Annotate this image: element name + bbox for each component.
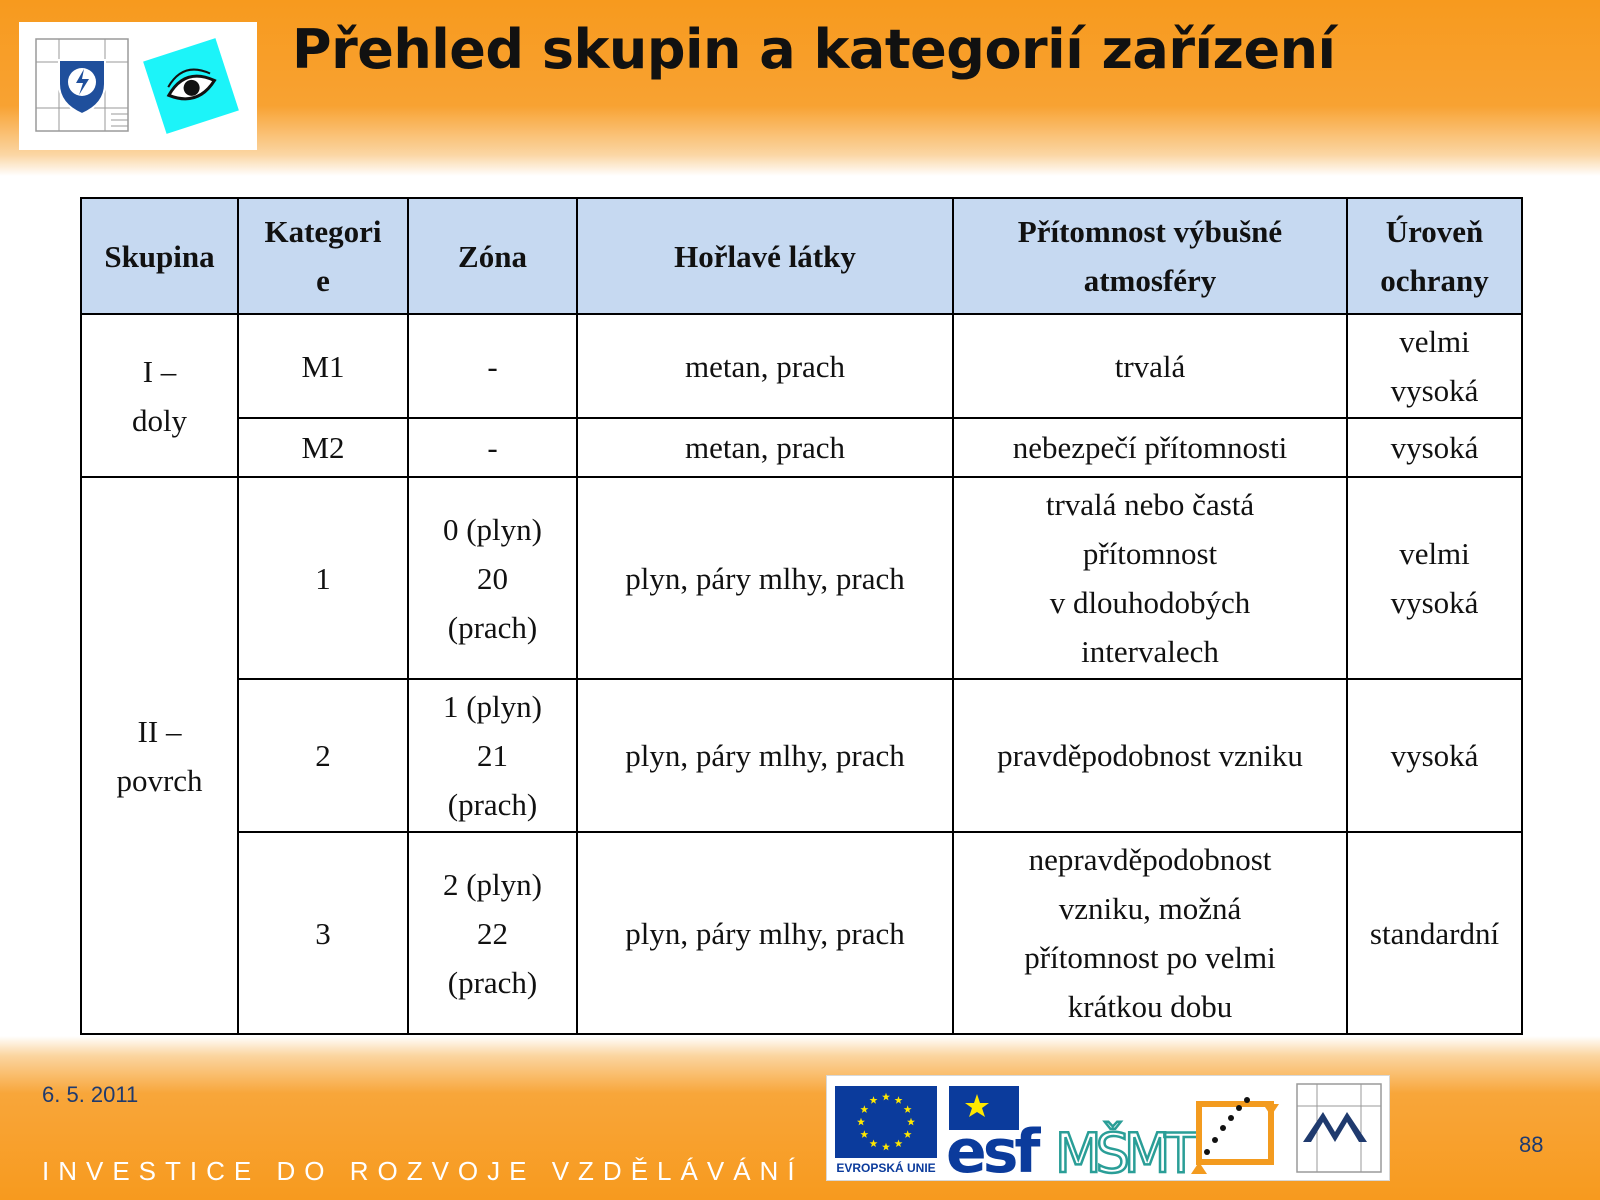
column-header-presence-text: Přítomnost výbušné atmosféry bbox=[1017, 214, 1283, 298]
column-header-substances bbox=[577, 198, 953, 314]
eu-flag-icon bbox=[835, 1086, 937, 1175]
column-header-category-text: Kategori e bbox=[264, 214, 382, 298]
footer-date: 6. 5. 2011 bbox=[42, 1082, 139, 1107]
substances-cell bbox=[577, 832, 953, 1034]
partner-logos bbox=[826, 1075, 1390, 1181]
substances-value: metan, prach bbox=[684, 348, 846, 384]
presence-value: pravděpodobnost vzniku bbox=[997, 738, 1303, 773]
substances-cell bbox=[577, 477, 953, 679]
protection-cell bbox=[1347, 832, 1522, 1034]
zone-value: - bbox=[487, 348, 498, 384]
zone-value: - bbox=[487, 430, 498, 465]
category-value: M2 bbox=[301, 430, 345, 465]
category-value: M1 bbox=[301, 348, 345, 384]
page-number: 88 bbox=[1519, 1132, 1544, 1157]
faculty-logo bbox=[1297, 1084, 1381, 1172]
column-header-category bbox=[238, 198, 408, 314]
substances-value: plyn, páry mlhy, prach bbox=[625, 738, 905, 773]
substances-cell bbox=[577, 314, 953, 418]
protection-value: vysoká bbox=[1390, 430, 1479, 465]
zone-cell bbox=[408, 679, 577, 832]
esf-logo bbox=[946, 1086, 1041, 1180]
protection-cell bbox=[1347, 477, 1522, 679]
presence-cell bbox=[953, 832, 1347, 1034]
page-title: Přehled skupin a kategorií zařízení bbox=[292, 18, 1336, 81]
category-cell bbox=[238, 314, 408, 418]
presence-value: nepravděpodobnost vzniku, možná přítomnost po velmi krátkou dobu bbox=[1024, 842, 1276, 1024]
column-header-substances-text: Hořlavé látky bbox=[674, 238, 856, 274]
university-shield-icon bbox=[36, 39, 128, 131]
category-cell bbox=[238, 679, 408, 832]
column-header-zone-text: Zóna bbox=[458, 238, 527, 274]
table-row bbox=[81, 314, 1522, 418]
group-cell bbox=[81, 314, 238, 477]
op-arrow-logo bbox=[1191, 1097, 1279, 1174]
presence-value: nebezpečí přítomnosti bbox=[1012, 430, 1288, 465]
category-value: 1 bbox=[315, 560, 331, 596]
device-groups-table bbox=[80, 197, 1523, 1035]
group-label: I – doly bbox=[131, 353, 188, 438]
protection-cell bbox=[1347, 679, 1522, 832]
presence-value: trvalá nebo častá přítomnost v dlouhodobých intervalech bbox=[1045, 487, 1255, 669]
substances-value: metan, prach bbox=[684, 430, 846, 465]
esf-text: esf bbox=[946, 1117, 1037, 1180]
eu-caption: EVROPSKÁ UNIE bbox=[836, 1161, 936, 1175]
group-cell bbox=[81, 477, 238, 1034]
zone-value: 0 (plyn) 20 (prach) bbox=[442, 511, 542, 645]
protection-value: velmi vysoká bbox=[1390, 536, 1479, 620]
column-header-protection-text: Úroveň ochrany bbox=[1380, 214, 1489, 298]
zone-cell bbox=[408, 418, 577, 477]
msmt-logo bbox=[1055, 1122, 1198, 1180]
category-cell bbox=[238, 418, 408, 477]
category-value: 3 bbox=[315, 915, 331, 951]
protection-cell bbox=[1347, 314, 1522, 418]
presence-cell bbox=[953, 477, 1347, 679]
table-row bbox=[81, 477, 1522, 679]
footer-tagline: INVESTICE DO ROZVOJE VZDĚLÁVÁNÍ bbox=[42, 1156, 804, 1186]
table-row bbox=[81, 832, 1522, 1034]
column-header-group-text: Skupina bbox=[104, 238, 215, 274]
presence-cell bbox=[953, 679, 1347, 832]
category-cell bbox=[238, 477, 408, 679]
presence-cell bbox=[953, 418, 1347, 477]
column-header-group bbox=[81, 198, 238, 314]
msmt-text: MŠMT bbox=[1055, 1122, 1192, 1180]
table-row bbox=[81, 679, 1522, 832]
column-header-zone bbox=[408, 198, 577, 314]
zone-cell bbox=[408, 832, 577, 1034]
column-header-presence bbox=[953, 198, 1347, 314]
zone-cell bbox=[408, 314, 577, 418]
table-row bbox=[81, 418, 1522, 477]
presence-value: trvalá bbox=[1114, 348, 1186, 384]
presence-cell bbox=[953, 314, 1347, 418]
substances-value: plyn, páry mlhy, prach bbox=[625, 915, 905, 951]
zone-value: 2 (plyn) 22 (prach) bbox=[442, 866, 542, 1000]
protection-value: velmi vysoká bbox=[1390, 324, 1479, 408]
table-header-row bbox=[81, 198, 1522, 314]
logo-box bbox=[19, 22, 257, 150]
category-value: 2 bbox=[315, 738, 331, 773]
protection-value: standardní bbox=[1369, 915, 1500, 951]
zone-cell bbox=[408, 477, 577, 679]
group-label: II – povrch bbox=[116, 713, 203, 798]
zone-value: 1 (plyn) 21 (prach) bbox=[442, 689, 542, 822]
substances-cell bbox=[577, 679, 953, 832]
protection-value: vysoká bbox=[1390, 738, 1479, 773]
substances-cell bbox=[577, 418, 953, 477]
protection-cell bbox=[1347, 418, 1522, 477]
eye-icon bbox=[143, 38, 239, 134]
category-cell bbox=[238, 832, 408, 1034]
column-header-protection bbox=[1347, 198, 1522, 314]
substances-value: plyn, páry mlhy, prach bbox=[625, 560, 905, 596]
